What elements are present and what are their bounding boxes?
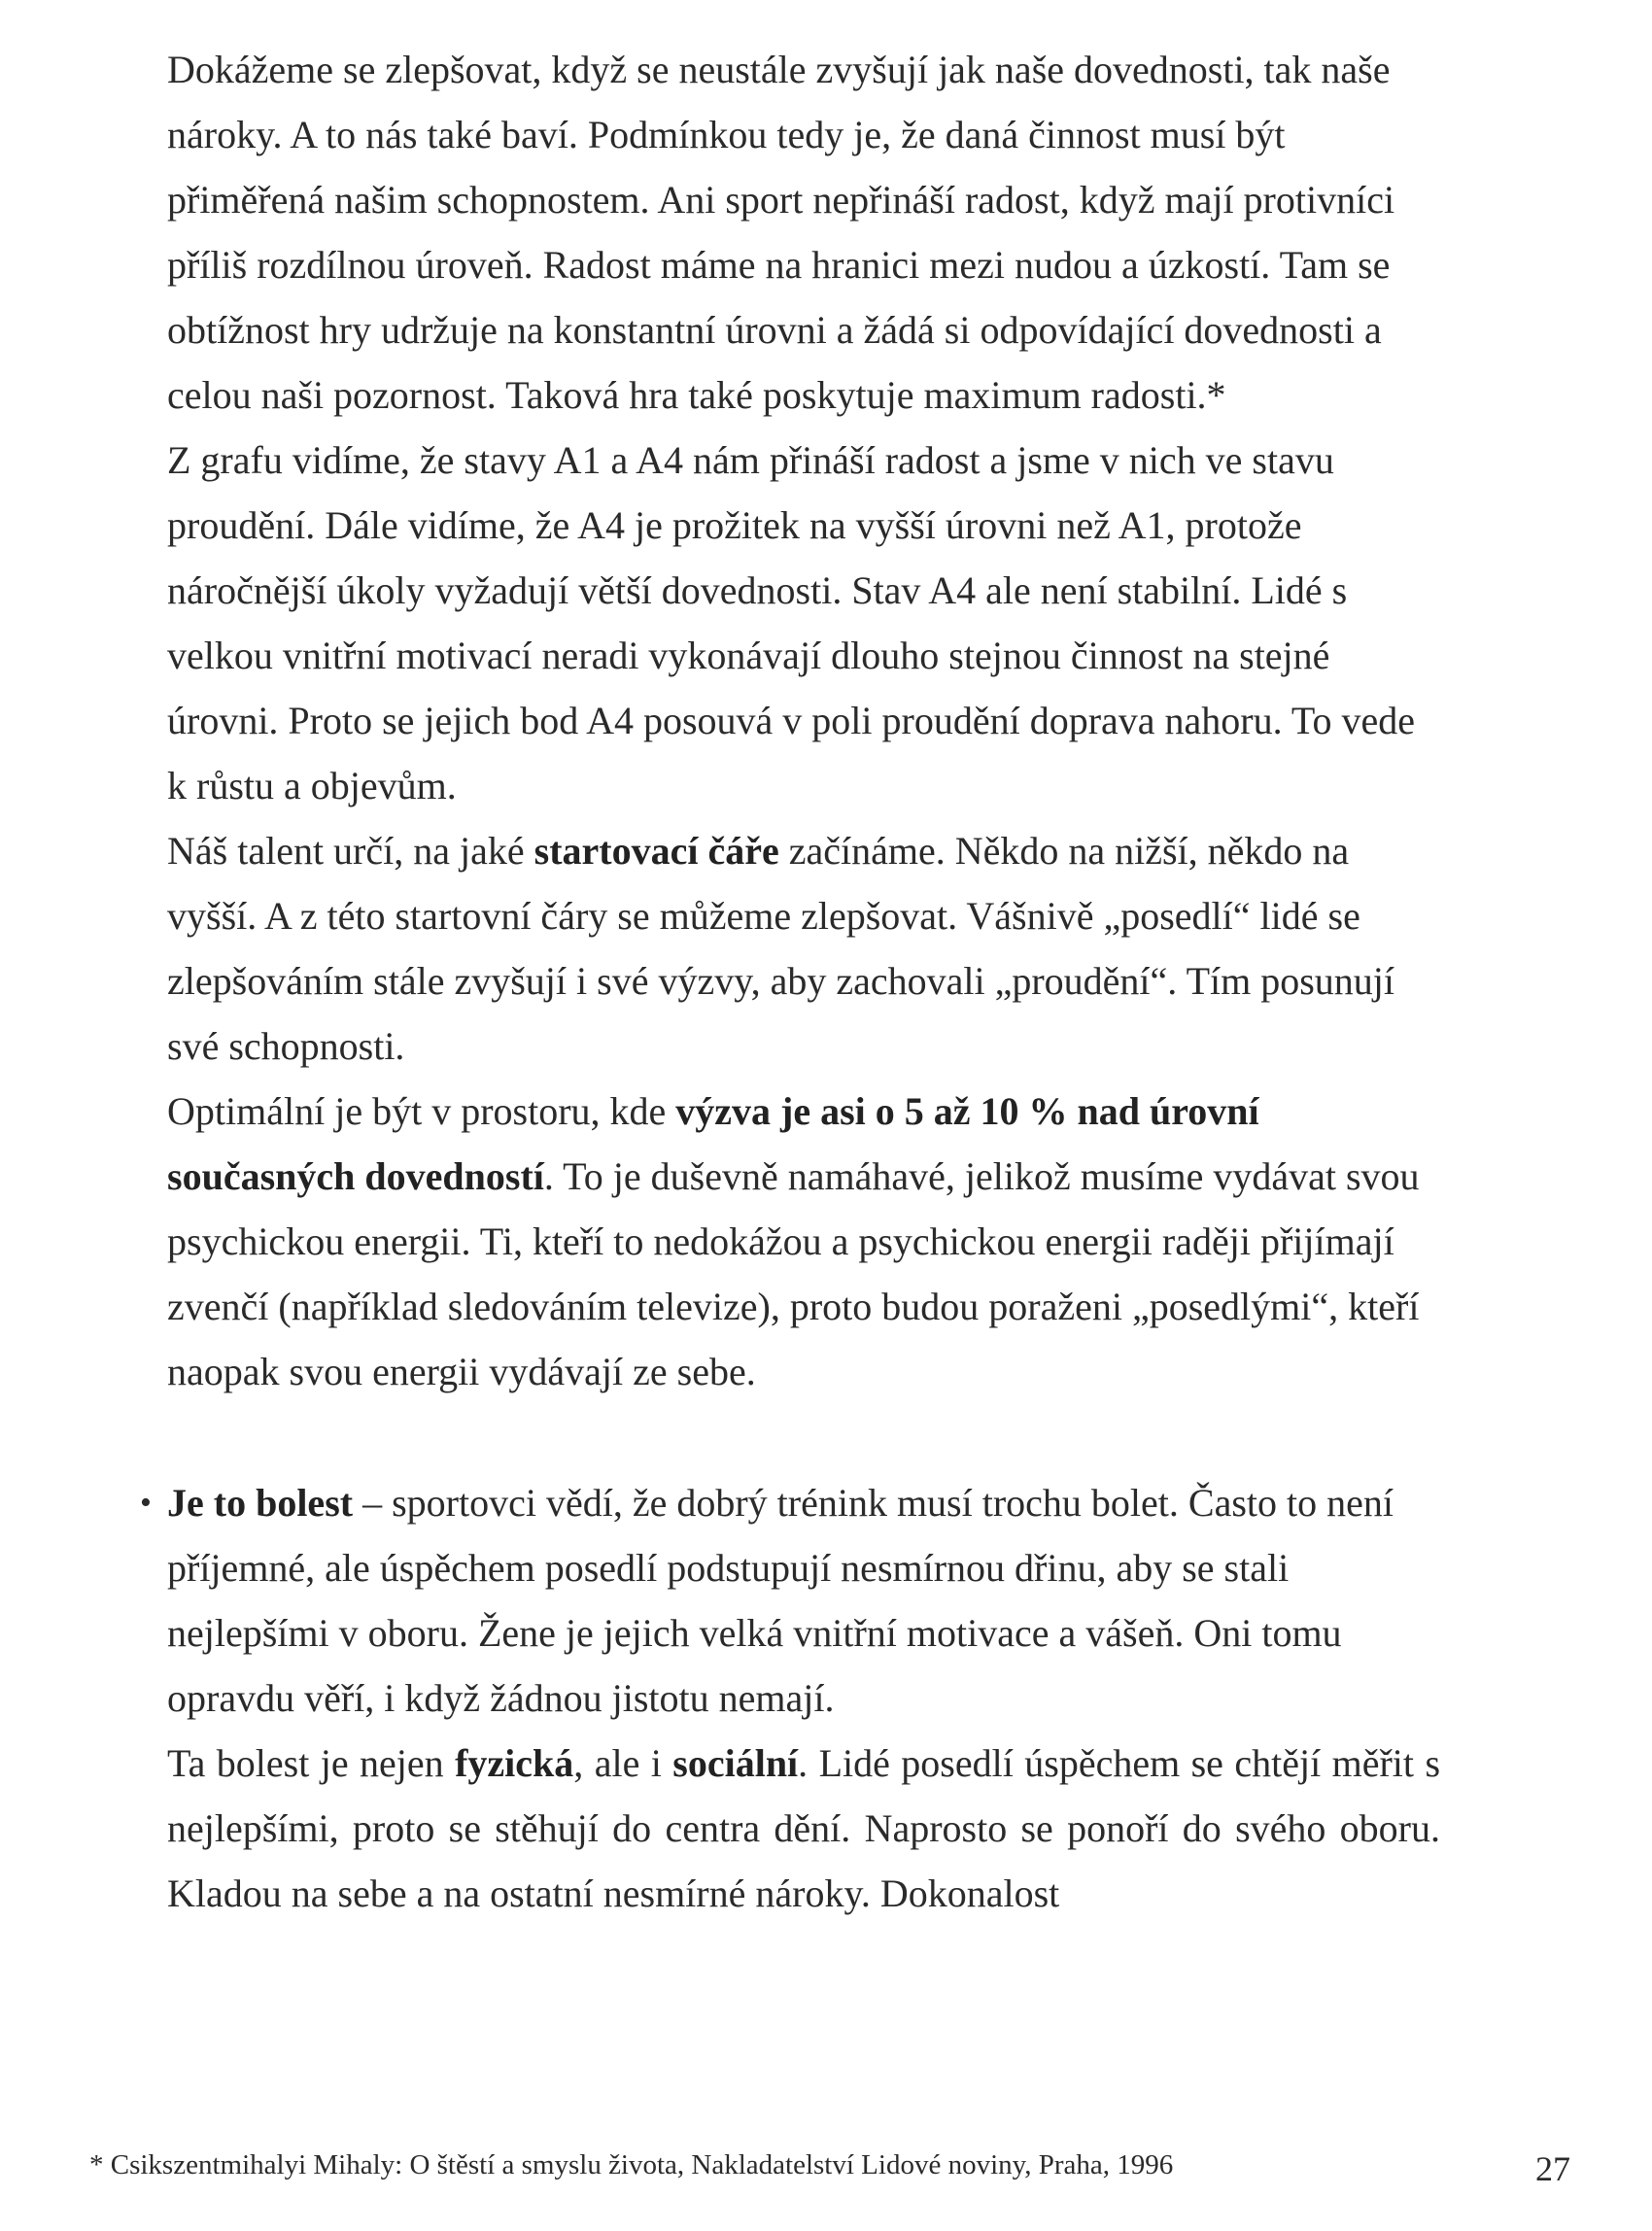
paragraph-4-after: . To je duševně namáhavé, jelikož musíme vydávat svou psychickou energii. Ti, kteří to nedokážou a psychickou energii raději přijímají zvenčí (například sledováním televize), proto budou poraženi „posedlými“, kteří naopak svou energii vydávají ze sebe. <box>167 1154 1420 1393</box>
paragraph-4-before: Optimální je být v prostoru, kde <box>167 1089 676 1133</box>
paragraph-5-bold-2: sociální <box>672 1741 799 1785</box>
paragraph-3-before: Náš talent určí, na jaké <box>167 829 534 873</box>
bullet-dot: • <box>140 1485 152 1521</box>
paragraph-5-bold-1: fyzická <box>455 1741 574 1785</box>
page-number: 27 <box>1535 2149 1570 2188</box>
paragraph-5-before: Ta bolest je nejen <box>167 1741 456 1785</box>
bullet-item-pain <box>140 1470 1440 1731</box>
paragraph-3-bold: startovací čáře <box>533 829 779 873</box>
main-text <box>140 37 1441 1926</box>
bullet-text: – sportovci vědí, že dobrý trénink musí trochu bolet. Často to není příjemné, ale úspěchem posedlí podstupují nesmírnou dřinu, aby se stali nejlepšími v oboru. Žene je jejich velká vnitřní motivace a vášeň. Oni tomu opravdu věří, i když žádnou jistotu nemají. <box>167 1481 1394 1720</box>
paragraph-5-middle: , ale i <box>573 1741 673 1785</box>
paragraph-1: Dokážeme se zlepšovat, když se neustále zvyšují jak naše dovednosti, tak naše nároky. A to nás také baví. Podmínkou tedy je, že daná činnost musí být přiměřená našim schopnostem. Ani sport nepřináší radost, když mají protivníci příliš rozdílnou úroveň. Radost máme na hranici mezi nudou a úzkostí. Tam se obtížnost hry udržuje na konstantní úrovni a žádá si odpovídající dovednosti a celou naši pozornost. Taková hra také poskytuje maximum radosti.* <box>167 48 1395 417</box>
footnote: * Csikszentmihalyi Mihaly: O štěstí a smyslu života, Nakladatelství Lidové noviny, Praha, 1996 <box>89 2149 1174 2180</box>
paragraph-3 <box>167 818 1440 1079</box>
paragraph-4 <box>167 1079 1440 1404</box>
section-gap <box>167 1404 1440 1470</box>
paragraph-5 <box>167 1731 1440 1926</box>
paragraph-4-bold: výzva je asi o 5 až 10 % nad úrovní současných dovedností <box>167 1089 1259 1198</box>
bullet-bold: Je to bolest <box>167 1481 354 1525</box>
paragraph-5-after: . Lidé posedlí úspěchem se chtějí měřit s nejlepšími, proto se stěhují do centra dění. Naprosto se ponoří do svého oboru. Kladou na sebe a na ostatní nesmírné nároky. Dokonalost <box>167 1741 1441 1915</box>
paragraph-2: Z grafu vidíme, že stavy A1 a A4 nám přináší radost a jsme v nich ve stavu proudění. Dále vidíme, že A4 je prožitek na vyšší úrovni než A1, protože náročnější úkoly vyžadují větší dovednosti. Stav A4 ale není stabilní. Lidé s velkou vnitřní motivací neradi vykonávají dlouho stejnou činnost na stejné úrovni. Proto se jejich bod A4 posouvá v poli proudění doprava nahoru. To vede k růstu a objevům. <box>167 438 1416 807</box>
bullet-paragraph <box>167 1470 1440 1731</box>
paragraph-3-after: začínáme. Někdo na nižší, někdo na vyšší. A z této startovní čáry se můžeme zlepšovat. Vášnivě „posedlí“ lidé se zlepšováním stále zvyšují i své výzvy, aby zachovali „proudění“. Tím posunují své schopnosti. <box>167 829 1395 1068</box>
